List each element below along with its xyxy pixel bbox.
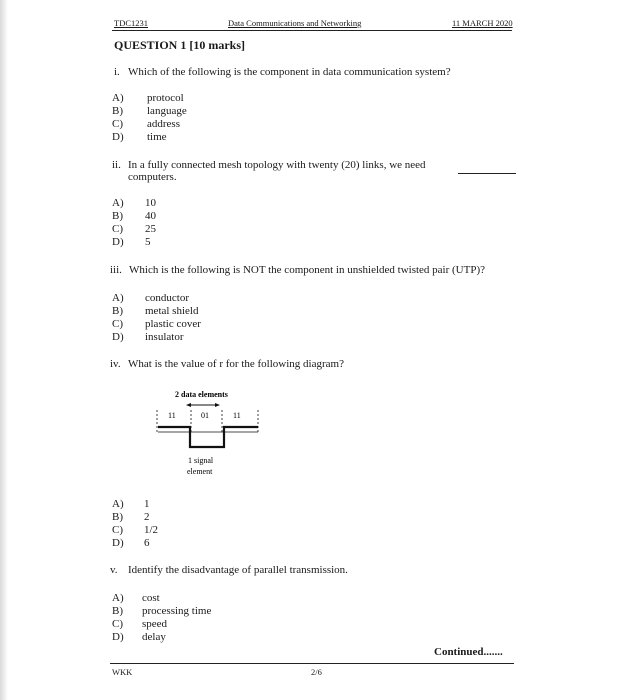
question-3-option-d: D) insulator [112,331,184,343]
footer-rule [110,663,514,664]
diagram-bits-3: 11 [233,411,241,420]
question-2-text-line2: computers. [128,171,177,183]
question-2-number: ii. [112,159,121,171]
question-2-option-d: D) 5 [112,236,151,248]
header-rule [112,30,512,31]
section-title: QUESTION 1 [10 marks] [114,38,246,52]
diagram-signal-waveform [158,427,258,447]
diagram-arrow-left-head [186,403,191,407]
footer-initials: WKK [112,667,133,677]
question-5-text: Identify the disadvantage of parallel transmission. [128,564,348,576]
question-4-option-a: A) 1 [112,498,150,510]
question-1-option-b: B) language [112,105,187,117]
question-5-option-b: B) processing time [112,605,212,617]
question-4-text: What is the value of r for the following diagram? [128,358,344,370]
diagram-top-label: 2 data elements [175,390,228,399]
question-2-option-a: A) 10 [112,197,156,209]
question-3-text: Which is the following is NOT the component in unshielded twisted pair (UTP)? [129,264,486,276]
diagram-bits-1: 11 [168,411,176,420]
question-5-option-c: C) speed [112,618,168,630]
diagram-bottom-label-1: 1 signal [188,456,214,465]
question-3-option-b: B) metal shield [112,305,199,317]
question-1-number: i. [114,66,120,78]
question-3-option-a: A) conductor [112,292,189,304]
question-5-option-d: D) delay [112,631,166,643]
page-edge-shadow [0,0,8,700]
question-2-text-line1: In a fully connected mesh topology with twenty (20) links, we need [128,159,426,171]
question-4-option-c: C) 1/2 [112,524,159,536]
header-date: 11 MARCH 2020 [452,18,513,28]
diagram-bottom-label-2: element [187,467,213,476]
question-1-option-d: D) time [112,131,167,143]
question-1-option-c: C) address [112,118,180,130]
question-4-option-b: B) 2 [112,511,150,523]
continued-note: Continued....... [434,646,503,658]
header-course-code: TDC1231 [114,18,148,28]
question-1-option-a: A) protocol [112,92,184,104]
question-4-option-d: D) 6 [112,537,150,549]
question-3-option-c: C) plastic cover [112,318,201,330]
question-5-option-a: A) cost [112,592,160,604]
question-2-option-c: C) 25 [112,223,156,235]
question-4-number: iv. [110,358,121,370]
question-5-number: v. [110,564,118,576]
answer-blank [458,173,516,174]
question-3-number: iii. [110,264,122,276]
diagram-bits-2: 01 [201,411,209,420]
question-1-text: Which of the following is the component in data communication system? [128,66,451,78]
question-2-option-b: B) 40 [112,210,156,222]
header-course-title: Data Communications and Networking [228,18,362,28]
diagram-arrow-right-head [215,403,220,407]
page-number: 2/6 [311,667,322,677]
